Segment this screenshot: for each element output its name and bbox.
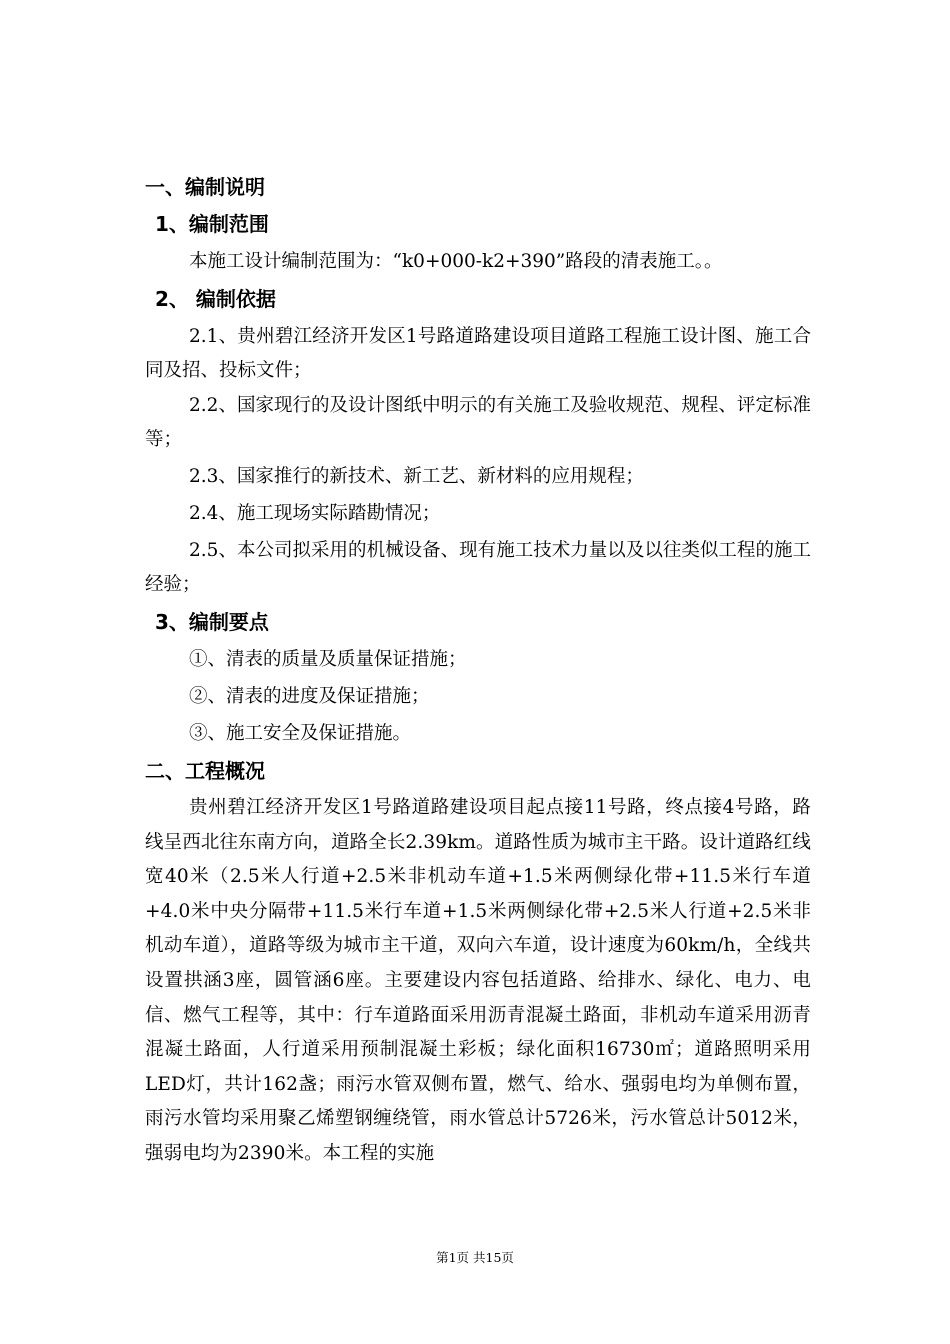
basis-item: 2.3、国家推行的新技术、新工艺、新材料的应用规程； [189,466,644,487]
scope-paragraph: 本施工设计编制范围为：“k0+000-k2+390”路段的清表施工。。 [189,251,723,272]
document-body [145,170,811,1175]
subsection-heading-basis: 2、 编制依据 [155,287,276,311]
key-point-item: ②、清表的进度及保证措施； [189,686,430,707]
key-point-item: ③、施工安全及保证措施。 [189,723,412,744]
basis-item: 2.5、本公司拟采用的机械设备、现有施工技术力量以及以往类似工程的施工经验； [145,540,811,595]
page-footer: 第1页 共15页 [436,1250,514,1265]
project-overview-paragraph: 贵州碧江经济开发区1号路道路建设项目起点接11号路，终点接4号路，路线呈西北往东南方向，道路全长2.39km。道路性质为城市主干路。设计道路红线宽40米（2.5米人行道+2.5米非机动车道+1.5米两侧绿化带+11.5米行车道+4.0米中央分隔带+11.5米行车道+1.5米两侧绿化带+2.5米人行道+2.5米非机动车道），道路等级为城市主干道，双向六车道，设计速度为60km/h，全线共设置拱涵3座，圆管涵6座。主要建设内容包括道路、给排水、绿化、电力、电信、燃气工程等，其中：行车道路面采用沥青混凝土路面，非机动车道采用沥青混凝土路面，人行道采用预制混凝土彩板；绿化面积16730㎡；道路照明采用LED灯，共计162盏；雨污水管双侧布置，燃气、给水、强弱电均为单侧布置，雨污水管均采用聚乙烯塑钢缠绕管，雨水管总计5726米，污水管总计5012米，强弱电均为2390米。本工程的实施 [145,797,811,1164]
key-point-item: ①、清表的质量及质量保证措施； [189,649,467,670]
subsection-heading-key-points: 3、编制要点 [155,610,269,634]
subsection-heading-scope: 1、编制范围 [155,212,269,236]
section-heading-2: 二、工程概况 [145,759,265,783]
section-heading-1: 一、编制说明 [145,175,265,199]
basis-item: 2.1、贵州碧江经济开发区1号路道路建设项目道路工程施工设计图、施工合同及招、投标文件； [145,326,811,381]
basis-item: 2.2、国家现行的及设计图纸中明示的有关施工及验收规范、规程、评定标准等； [145,395,811,450]
basis-item: 2.4、施工现场实际踏勘情况； [189,503,441,524]
